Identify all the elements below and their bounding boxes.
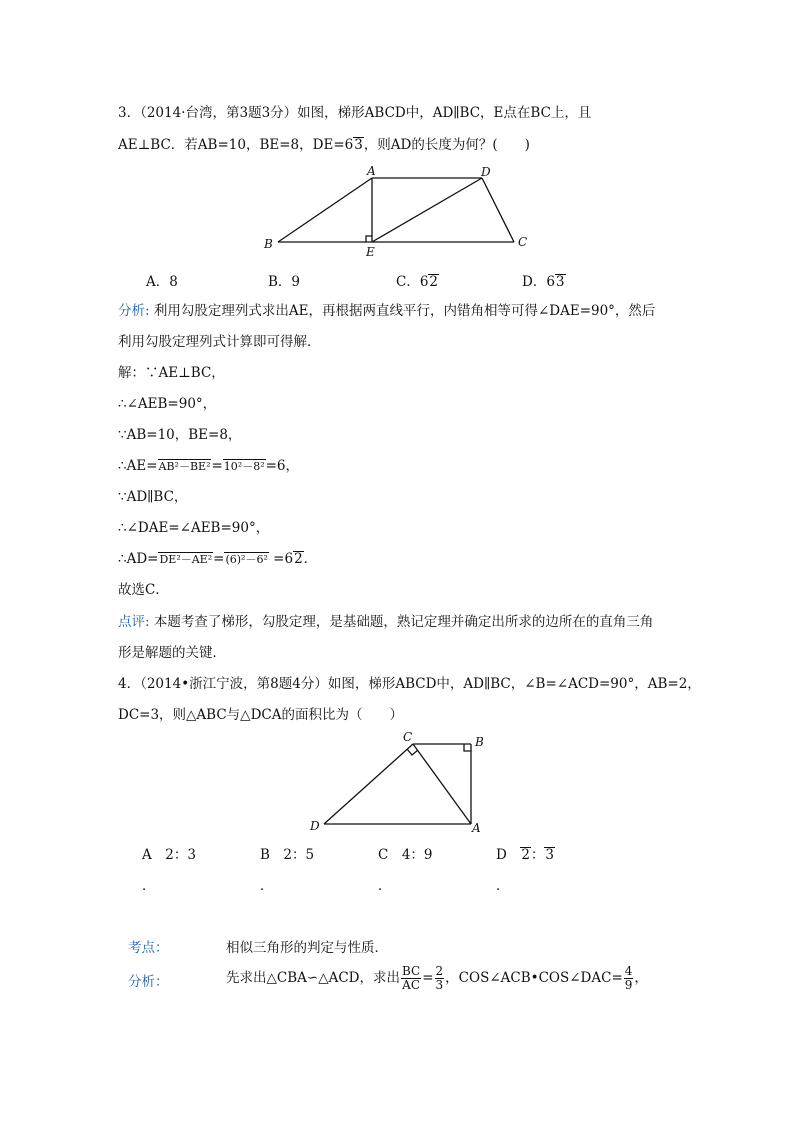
q3-option-b: B．9 [268, 274, 301, 290]
q3-label-c: C [518, 235, 528, 249]
q4-fraction-bc-ac [401, 965, 421, 992]
q3-solution-line1: 解：∵AE⊥BC， [118, 365, 225, 381]
q3-trapezoid-figure [258, 160, 538, 260]
q3-side-dc [482, 178, 514, 242]
q3-stem-line2-suffix: ，则AD的长度为何？( ) [363, 137, 530, 153]
q4-side-dc [324, 744, 413, 824]
q3-solution-parallel: ∵AD∥BC， [118, 489, 188, 505]
q4-right-angle-mark-c [407, 749, 418, 755]
q4-right-angle-mark-b [464, 744, 471, 751]
q4-fenxi-eq: = [422, 970, 434, 986]
q4-stem-line1: 4．（2014•浙江宁波，第8题4分）如图，梯形ABCD中，AD∥BC，∠B=∠ACD=90°，AB=2， [118, 676, 701, 692]
q4-label-b: B [475, 735, 484, 749]
q3-solution-angle: ∴∠DAE=∠AEB=90°， [118, 520, 270, 536]
q4-stem-line2: DC=3，则△ABC与△DCA的面积比为（ ） [118, 707, 403, 723]
q4-fraction-bc-ac-numerator: BC [401, 964, 421, 978]
q4-fraction-4-9 [624, 965, 634, 992]
q3-analysis-line2: 利用勾股定理列式计算即可得解． [118, 334, 321, 350]
q3-label-a: A [367, 164, 376, 178]
q3-analysis-text1: 利用勾股定理列式求出AE，再根据两直线平行，内错角相等可得∠DAE=90°，然后 [149, 303, 656, 319]
q4-kaodian-label: 考点： [128, 940, 169, 956]
q4-option-d-prefix: D [496, 847, 521, 863]
q4-option-a: A 2：3 [142, 847, 196, 863]
q3-label-d: D [481, 165, 491, 179]
q4-fraction-2-3-numerator: 2 [435, 964, 444, 978]
q3-solution-ad-radical2: (6)²－6² [225, 553, 268, 566]
q4-diagonal-ca [413, 744, 471, 824]
q3-solution-ad-prefix: ∴AD= [118, 551, 159, 567]
q4-fenxi-prefix: 先求出△CBA∽△ACD，求出 [226, 970, 400, 986]
q3-option-a: A．8 [146, 274, 178, 290]
q3-option-d-prefix: D．6 [522, 274, 555, 290]
q3-stem-line1: 3．（2014·台湾，第3题3分）如图，梯形ABCD中，AD∥BC，E点在BC上，且 [118, 105, 592, 121]
q3-option-c-prefix: C．6 [396, 274, 429, 290]
q4-fraction-2-3 [435, 965, 445, 992]
q3-choice: 故选C． [118, 582, 169, 598]
q3-label-b: B [264, 237, 273, 251]
q4-fraction-bc-ac-denominator: AC [402, 978, 421, 992]
q3-solution-line2: ∴∠AEB=90°， [118, 396, 217, 412]
q3-option-c [396, 270, 439, 290]
q3-side-ab [278, 178, 372, 242]
q3-solution-ad-radical3: 2 [294, 551, 303, 567]
q4-option-b-dot: ． [260, 878, 274, 894]
q3-solution-line3: ∵AB=10，BE=8， [118, 427, 242, 443]
q4-option-c-dot: ． [378, 878, 392, 894]
q3-solution-ae-suffix: =6， [265, 458, 300, 474]
q3-option-d [522, 270, 566, 290]
q4-option-d-sqrt2: 3 [545, 847, 555, 863]
q3-comment-line1 [118, 613, 653, 631]
q4-trapezoid-figure [304, 728, 504, 836]
q3-option-d-sqrt: 3 [555, 274, 565, 290]
q4-fenxi-label: 分析： [128, 974, 169, 990]
q3-solution-ae [118, 457, 299, 475]
q3-comment-label: 点评: [118, 614, 150, 630]
q4-label-c: C [403, 730, 413, 744]
q4-kaodian-text: 相似三角形的判定与性质． [226, 940, 388, 956]
q4-option-c: C 4：9 [378, 847, 433, 863]
q4-fenxi-text [226, 963, 648, 993]
q3-solution-ad-mid: =6 [268, 551, 294, 567]
q3-solution-ad-radical1: DE²－AE² [159, 553, 213, 566]
q3-sqrt3: 3 [354, 137, 363, 153]
q3-solution-ae-radical1: AB²－BE² [158, 460, 211, 473]
q3-stem-line2-prefix: AE⊥BC．若AB=10，BE=8，DE=6 [118, 137, 354, 153]
q4-fenxi-suffix: ， [634, 970, 648, 986]
q3-solution-ae-prefix: ∴AE= [118, 458, 158, 474]
q3-comment-text1: 本题考查了梯形，勾股定理，是基础题，熟记定理并确定出所求的边所在的直角三角 [149, 614, 654, 630]
q4-fraction-4-9-denominator: 9 [624, 978, 633, 992]
q4-option-d [496, 843, 555, 863]
q3-stem-line2 [118, 136, 530, 154]
q3-label-e: E [366, 245, 375, 259]
q3-option-c-sqrt: 2 [429, 274, 439, 290]
q4-option-b: B 2：5 [260, 847, 315, 863]
q4-option-d-sqrt1: 2 [521, 847, 530, 863]
q3-solution-ad [118, 550, 317, 568]
q3-comment-line2: 形是解题的关键． [118, 645, 226, 661]
q3-solution-ad-suffix: ． [303, 551, 318, 567]
q4-option-a-dot: ． [142, 878, 156, 894]
q3-analysis-label: 分析: [118, 303, 150, 319]
q3-right-angle-mark [366, 236, 372, 242]
q3-segment-de [372, 178, 482, 242]
q3-analysis-line1 [118, 302, 655, 320]
q3-solution-ae-radical2: 10²－8² [223, 460, 265, 473]
q4-label-a: A [472, 821, 481, 835]
q3-solution-ae-eq: = [211, 458, 223, 474]
q4-fraction-2-3-denominator: 3 [435, 978, 444, 992]
q4-option-d-mid: ： [530, 847, 545, 863]
q4-option-d-dot: ． [496, 878, 510, 894]
q3-solution-ad-eq: = [213, 551, 225, 567]
q4-fenxi-mid: ，COS∠ACB•COS∠DAC= [445, 970, 623, 986]
q4-fraction-4-9-numerator: 4 [624, 964, 633, 978]
q4-label-d: D [310, 819, 320, 833]
